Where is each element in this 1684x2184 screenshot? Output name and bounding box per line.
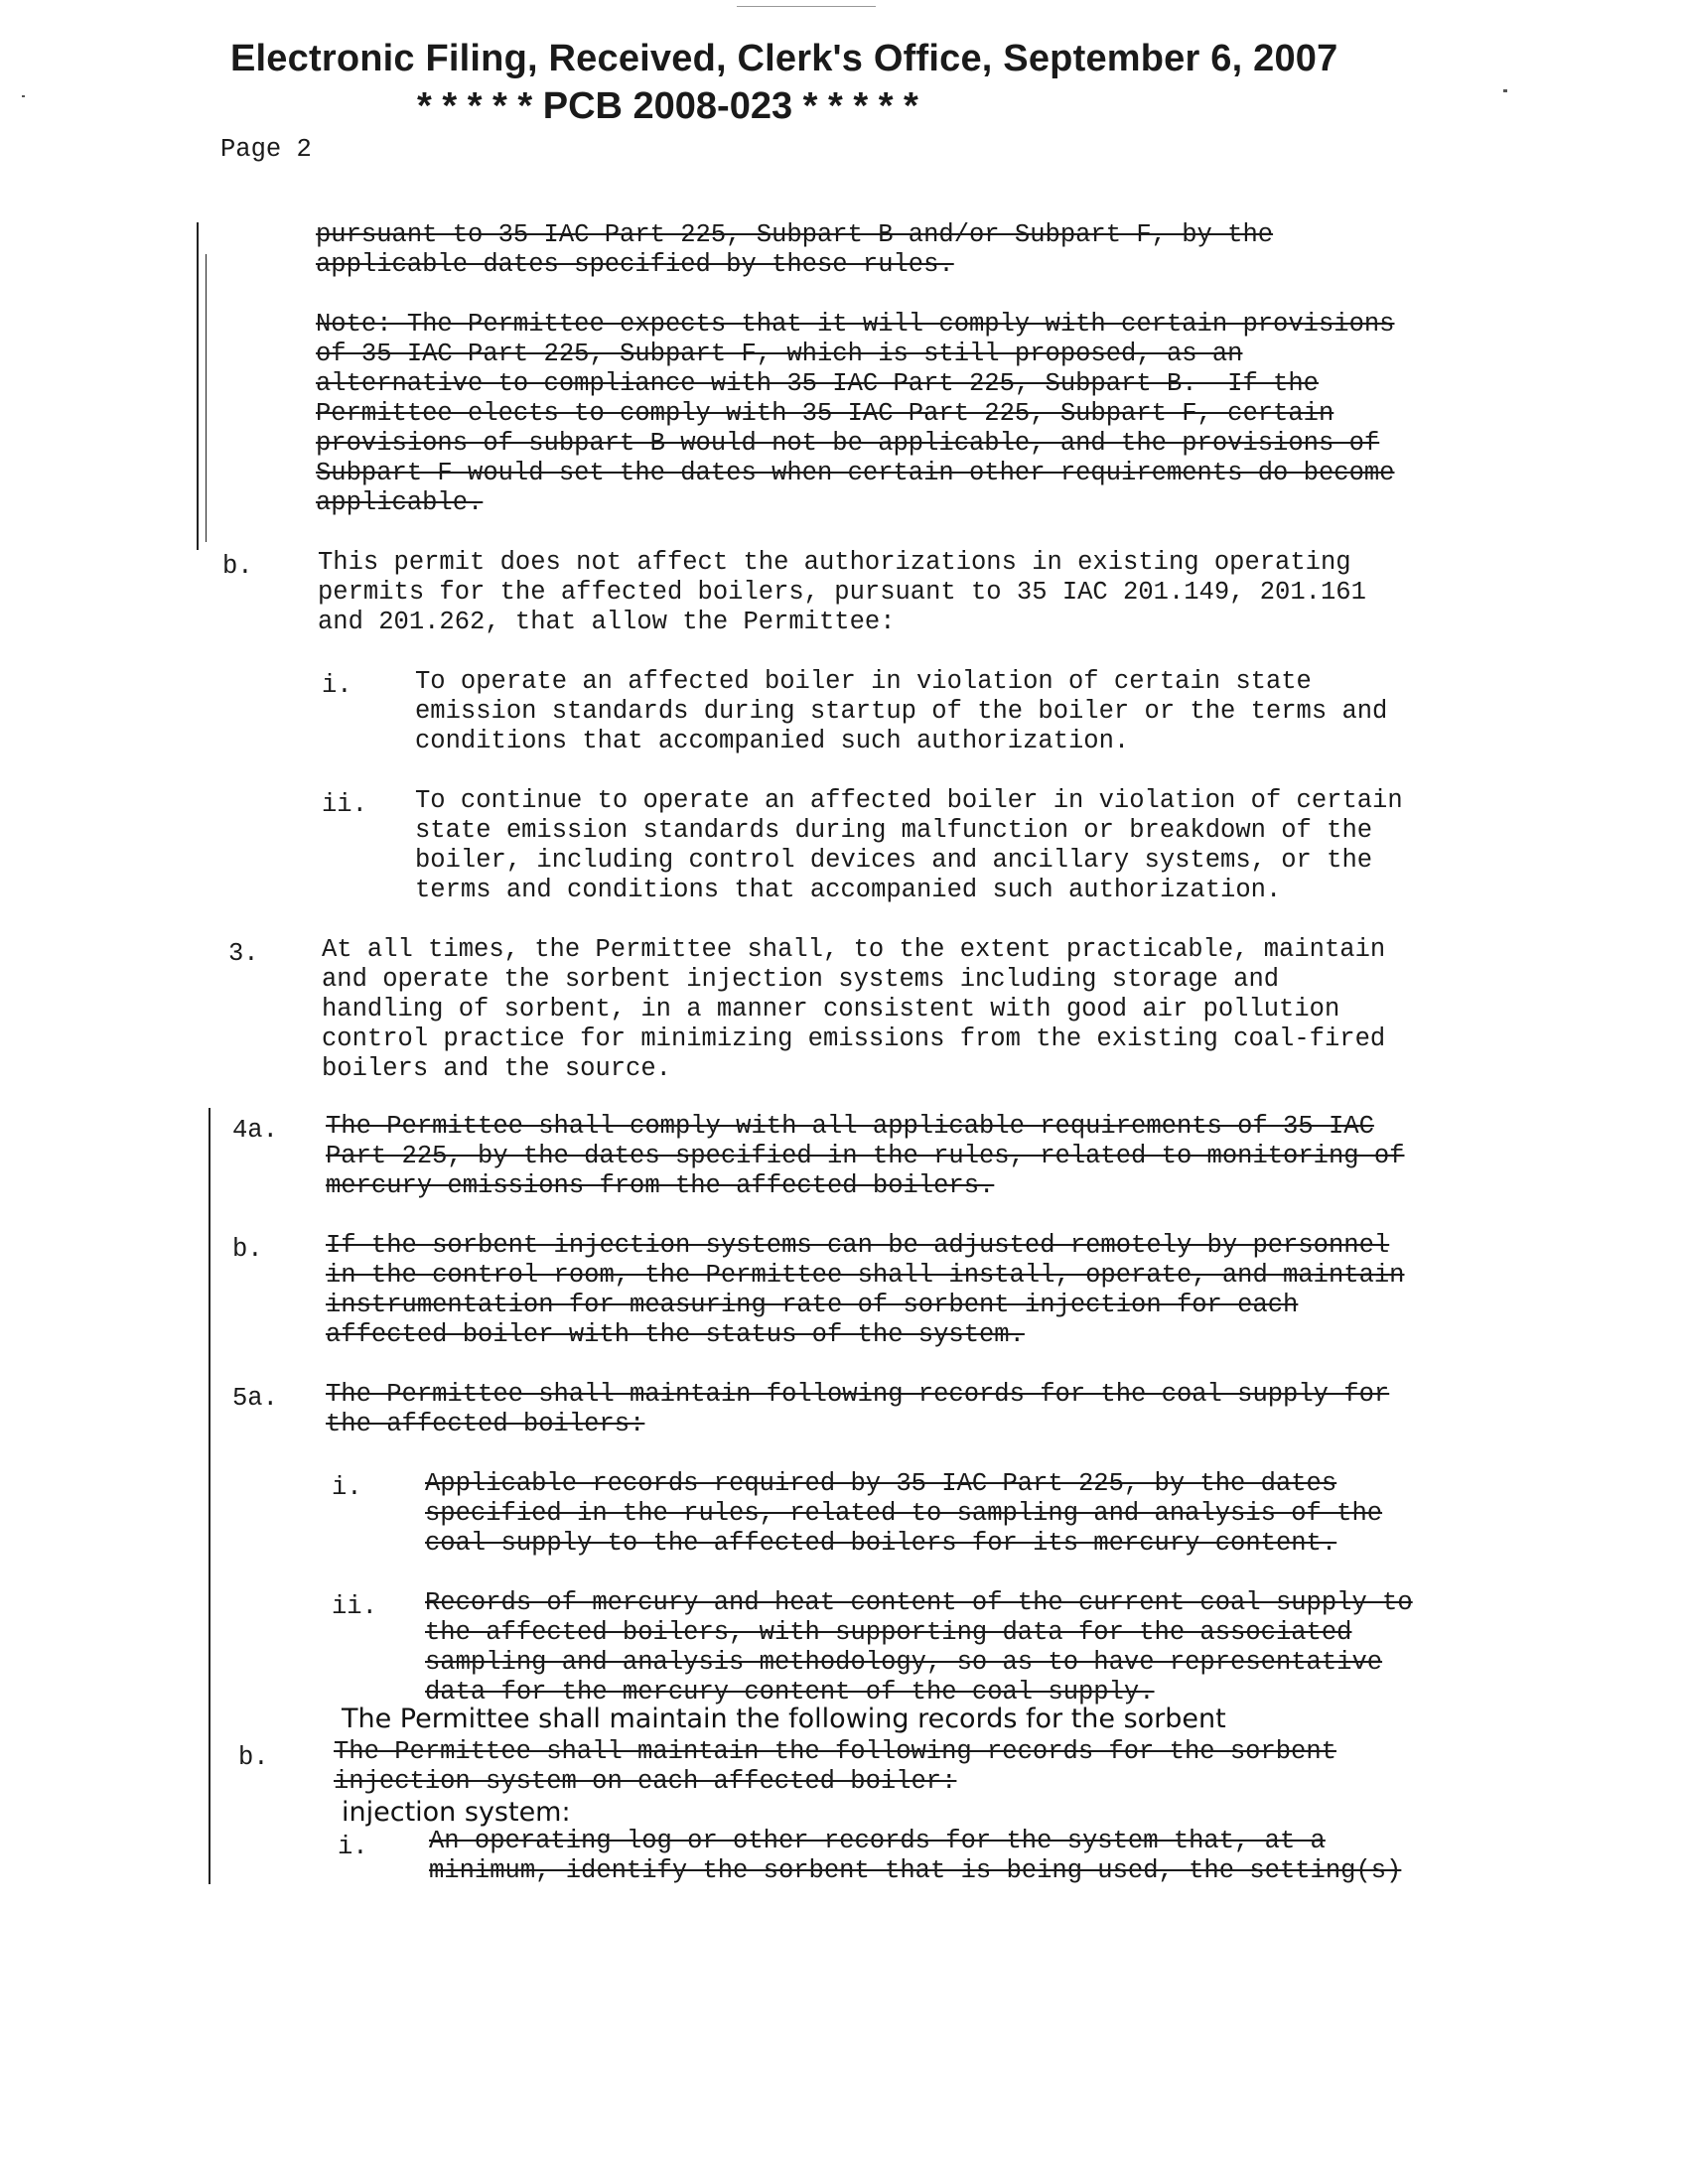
- item-5a-line: The Permittee shall maintain following records for the coal supply for: [326, 1380, 1390, 1409]
- item-4a-line: Part 225, by the dates specified in the rules, related to monitoring of: [326, 1142, 1405, 1170]
- item-5a-ii-marker: ii.: [332, 1592, 377, 1621]
- item-5b-struck-line: injection system on each affected boiler:: [334, 1767, 957, 1796]
- item-2b-ii-line: To continue to operate an affected boiler in violation of certain: [415, 786, 1403, 815]
- item-2b-ii-marker: ii.: [322, 790, 367, 819]
- item-2b-line: permits for the affected boilers, pursuant to 35 IAC 201.149, 201.161: [318, 578, 1366, 607]
- item-5b-struck-line: The Permittee shall maintain the following records for the sorbent: [334, 1737, 1336, 1766]
- item-2b-ii-line: terms and conditions that accompanied such authorization.: [415, 876, 1282, 904]
- note-line: Permittee elects to comply with 35 IAC Part 225, Subpart F, certain: [316, 399, 1334, 428]
- item-4b-line: affected boiler with the status of the system.: [326, 1320, 1025, 1349]
- item-5a-i-line: specified in the rules, related to sampling and analysis of the: [425, 1499, 1383, 1528]
- note-line: of 35 IAC Part 225, Subpart F, which is still proposed, as an: [316, 340, 1243, 368]
- filing-stamp-line2: * * * * * PCB 2008-023 * * * * *: [417, 85, 918, 127]
- item-5a-i-line: coal supply to the affected boilers for its mercury content.: [425, 1529, 1337, 1558]
- item-2b-line: and 201.262, that allow the Permittee:: [318, 608, 896, 636]
- item-5b-inserted-line2: injection system:: [342, 1797, 571, 1828]
- item-5a-ii-line: sampling and analysis methodology, so as to have representative: [425, 1648, 1383, 1677]
- scan-artifact: [22, 95, 25, 97]
- page-number: Page 2: [220, 135, 312, 164]
- revision-bar: [206, 254, 207, 542]
- item-2b-i-line: emission standards during startup of the boiler or the terms and: [415, 697, 1388, 726]
- item-4b-line: If the sorbent injection systems can be adjusted remotely by personnel: [326, 1231, 1390, 1260]
- item-4a-marker: 4a.: [232, 1116, 278, 1145]
- item-5b-i-line: minimum, identify the sorbent that is being used, the setting(s): [429, 1856, 1402, 1885]
- item-5a-i-line: Applicable records required by 35 IAC Part 225, by the dates: [425, 1469, 1337, 1498]
- item-2b-line: This permit does not affect the authorizations in existing operating: [318, 548, 1351, 577]
- item-2b-i-marker: i.: [322, 671, 352, 700]
- item-5a-ii-line: data for the mercury content of the coal supply.: [425, 1678, 1155, 1706]
- filing-stamp-line1: Electronic Filing, Received, Clerk's Office, September 6, 2007: [230, 38, 1338, 79]
- item-2b-ii-line: boiler, including control devices and ancillary systems, or the: [415, 846, 1373, 875]
- item-4b-line: instrumentation for measuring rate of sorbent injection for each: [326, 1291, 1299, 1319]
- prior-text-line: pursuant to 35 IAC Part 225, Subpart B and/or Subpart F, by the: [316, 220, 1274, 249]
- item-2b-i-line: To operate an affected boiler in violation of certain state: [415, 667, 1312, 696]
- item-5b-inserted-line1: The Permittee shall maintain the following records for the sorbent: [342, 1704, 1226, 1734]
- prior-text-line: applicable dates specified by these rules.: [316, 250, 954, 279]
- item-5b-i-marker: i.: [338, 1833, 368, 1861]
- item-3-line: control practice for minimizing emissions from the existing coal-fired: [322, 1024, 1386, 1053]
- revision-bar: [209, 1108, 210, 1884]
- item-5b-marker: b.: [238, 1743, 269, 1772]
- item-3-line: handling of sorbent, in a manner consistent with good air pollution: [322, 995, 1340, 1024]
- revision-bar: [197, 222, 199, 550]
- item-4a-line: mercury emissions from the affected boilers.: [326, 1171, 995, 1200]
- item-5b-i-line: An operating log or other records for the system that, at a: [429, 1827, 1326, 1855]
- item-5a-line: the affected boilers:: [326, 1410, 645, 1438]
- item-2b-ii-line: state emission standards during malfunction or breakdown of the: [415, 816, 1373, 845]
- note-line: Note: The Permittee expects that it will comply with certain provisions: [316, 310, 1395, 339]
- item-2b-marker: b.: [222, 552, 253, 581]
- scan-artifact: [1503, 89, 1507, 92]
- item-5a-ii-line: Records of mercury and heat content of the current coal supply to: [425, 1588, 1413, 1617]
- item-3-line: boilers and the source.: [322, 1054, 671, 1083]
- item-4b-marker: b.: [232, 1235, 263, 1264]
- item-2b-i-line: conditions that accompanied such authorization.: [415, 727, 1130, 755]
- item-5a-i-marker: i.: [332, 1473, 362, 1502]
- item-4b-line: in the control room, the Permittee shall install, operate, and maintain: [326, 1261, 1405, 1290]
- item-4a-line: The Permittee shall comply with all applicable requirements of 35 IAC: [326, 1112, 1374, 1141]
- scan-artifact: [737, 6, 876, 7]
- item-5a-ii-line: the affected boilers, with supporting data for the associated: [425, 1618, 1352, 1647]
- item-3-marker: 3.: [228, 939, 259, 968]
- note-line: alternative to compliance with 35 IAC Part 225, Subpart B. If the: [316, 369, 1319, 398]
- item-3-line: and operate the sorbent injection systems including storage and: [322, 965, 1280, 994]
- note-line: provisions of subpart B would not be applicable, and the provisions of: [316, 429, 1380, 458]
- note-line: applicable.: [316, 488, 484, 517]
- note-line: Subpart F would set the dates when certain other requirements do become: [316, 459, 1395, 487]
- item-5a-marker: 5a.: [232, 1384, 278, 1413]
- item-3-line: At all times, the Permittee shall, to the extent practicable, maintain: [322, 935, 1386, 964]
